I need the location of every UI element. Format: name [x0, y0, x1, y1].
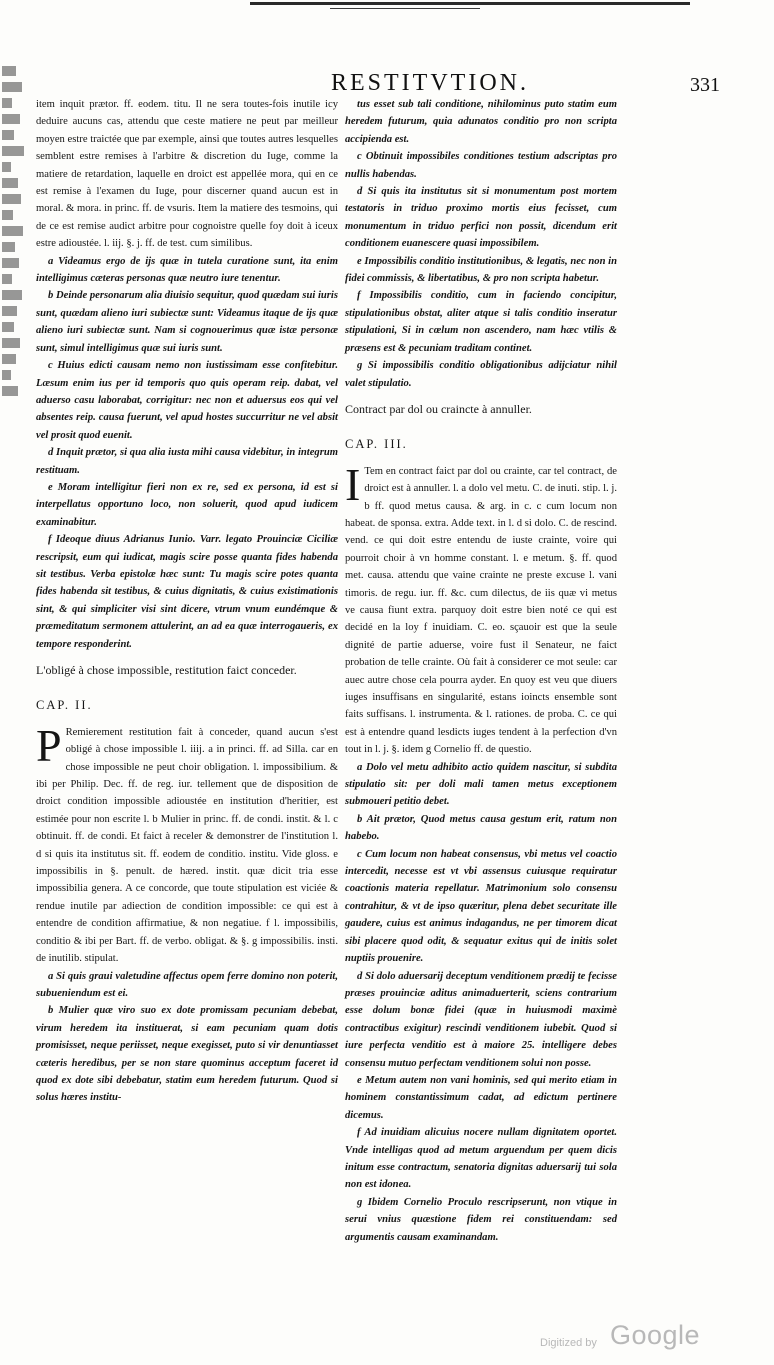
- footnote-paragraph: [345, 96, 617, 148]
- chapter-number: [345, 436, 617, 453]
- paragraph-text: Contract par dol ou craincte à annuller.: [345, 401, 532, 416]
- paragraph-text: Remierement restitution fait à conceder, quand aucun s'est obligé à chose impossible l. iiij. a in princi. ff. ad Silla. car en chose impossible ne peut choir obligation. l. impossibilium. & ibi per Philip. Dec. ff. de reg. iur. tellement que de disposition de droict condition impossible adioustée en institution d'heritier, est estimée pour non escrite l. b Mulier in princ. ff. de condi. instit. & l. c obtinuit. ff. de condi. Et faict à receler & demonstrer de l'institution l. d si quis ita institutus sit. ff. eodem de conditio. institu. Vide gloss. e impossibilis in §. penult. de hæred. instit. quæ dicit tria esse impossibilia genera. A ce concorde, que toute stipulation est viciée & rendue inutile par adiection de condition impossible: ce qui est à entendre de condition affirmatiue, & non negatiue. f l. impossibilis, conditio & ibi per Bart. ff. de verbo. obligat. & §. g impossibilis. insti. de inutilib. stipulat.: [36, 726, 338, 965]
- bleed-through-margin: [0, 60, 26, 780]
- paragraph-text: d Si quis ita institutus sit si monumentum post mortem testatoris in triduo proximo mortis eius fecisset, cum monumentum in triduo perfici non possit, dicendum erit conditionem euanescere quasi impossibilem.: [345, 186, 617, 250]
- paragraph-text: a Dolo vel metu adhibito actio quidem nascitur, si subdita stipulatio sit: per doli mali tamen metus exceptionem submoueri petitio debet.: [345, 761, 617, 808]
- paragraph-text: c Huius edicti causam nemo non iustissimam esse confitebitur. Læsum enim ius per id temporis quo quis operam reip. dabat, vel aduerso casu laborabat, corrigitur: nec non et aduersus eos qui vel absentes reip. causa fuerunt, vel apud hostes succurritur ne vel absit vel prosit quod euenit.: [36, 360, 338, 441]
- paragraph-text: b Deinde personarum alia diuisio sequitur, quod quædam sui iuris sunt, quædam alieno iuri subiectæ sunt: Videamus itaque de ijs quæ alieno iuri subiectæ sunt. Nam si cognouerimus quæ istæ personæ sunt, simul intelligimus quæ sui iuris sunt.: [36, 290, 338, 354]
- paragraph-text: tus esset sub tali conditione, nihilominus puto statim eum heredem futurum, quia adunatos conditio pro non scripta accipienda est.: [345, 99, 617, 145]
- paragraph-text: e Impossibilis conditio institutionibus, & legatis, nec non in fidei commissis, & libertatibus, & pro non scripta habetur.: [345, 255, 617, 285]
- footnote-paragraph: [345, 759, 617, 811]
- left-text-column: [36, 96, 338, 1107]
- footnote-paragraph: [345, 253, 617, 288]
- paragraph-text: e Metum autem non vani hominis, sed qui merito etiam in hominem constantissimum cadat, ad edictum pertinere dicemus.: [345, 1074, 617, 1121]
- paragraph-text: L'obligé à chose impossible, restitution faict conceder.: [36, 663, 297, 677]
- paragraph-text: d Si dolo aduersarij deceptum venditionem prædij te fecisse præses prouinciæ aditus animaduerterit, sciens contrarium esse dolum bonæ fidei (quæ in huiusmodi maximè contractibus exigitur) rescindi venditionem iubebit. Quod si iure perfecta venditio est à maiore 25. intelligere debes consensu mutuo perfectam venditionem solui non posse.: [345, 970, 617, 1069]
- chapter-heading: [345, 401, 617, 418]
- paragraph-text: CAP. III.: [345, 437, 408, 452]
- footnote-paragraph: [345, 968, 617, 1072]
- footnote-paragraph: [345, 1124, 617, 1194]
- footnote-paragraph: [36, 531, 338, 653]
- google-logo: Google: [610, 1320, 701, 1350]
- body-paragraph: [36, 96, 338, 253]
- page-number: 331: [690, 74, 720, 96]
- paragraph-text: f Ad inuidiam alicuius nocere nullam dignitatem oportet. Vnde intelligas quod ad metum arguendum per quem dicis initum esse contractum, senatoria dignitas aduersarij tui sola non est idonea.: [345, 1127, 617, 1191]
- footnote-paragraph: [36, 444, 338, 479]
- paragraph-text: b Ait prætor, Quod metus causa gestum erit, ratum non habebo.: [345, 813, 617, 843]
- footnote-paragraph: [36, 287, 338, 357]
- top-border-rule: [250, 2, 690, 5]
- paragraph-text: f Ideoque diuus Adrianus Iunio. Varr. legato Prouinciæ Ciciliæ rescripsit, eum qui iudicat, magis scire posse quanta fides habenda sit testibus. Verba epistolæ hæc sunt: Tu magis scire potes quanta fides habenda sit testibus, & cuius dignitatis, & cuius existimationis sint, & qui simpliciter visi sint dicere, vtrum vnum eundémque & præmeditatum sermonem attulerint, an ad ea quæ interrogaueris, ex tempore responderint.: [36, 534, 338, 650]
- footnote-paragraph: [36, 968, 338, 1003]
- drop-cap-letter: I: [345, 458, 361, 510]
- top-border-rule-secondary: [330, 8, 480, 9]
- footnote-paragraph: [345, 148, 617, 183]
- paragraph-text: e Moram intelligitur fieri non ex re, sed ex persona, id est si interpellatus opportuno loco, non soluerit, quod apud iudicem examinabitur.: [36, 481, 338, 528]
- footnote-paragraph: [345, 846, 617, 968]
- paragraph-text: a Si quis graui valetudine affectus opem ferre domino non poterit, subueniendum est ei.: [36, 970, 338, 999]
- paragraph-text: c Cum locum non habeat consensus, vbi metus vel coactio intercedit, necesse est vt vbi assensus cuiusque requiratur coactionis materia repellatur. Matrimonium solo consensu contrahitur, & vt de ipso quæritur, plena debet securitate ille gaudere, cuius est animus indagandus, ne per timorem dicat sibi placere quod odit, & sequatur exitus qui de initis solet nuptiis prouenire.: [345, 848, 617, 965]
- paragraph-text: CAP. II.: [36, 698, 93, 713]
- body-paragraph: [345, 458, 617, 759]
- paragraph-text: g Ibidem Cornelio Proculo rescripserunt, non vtique in serui vnius quæstione fidem rei constituendam: sed argumentis causam examinandam.: [345, 1196, 617, 1243]
- chapter-number: [36, 697, 338, 714]
- footnote-paragraph: [345, 1072, 617, 1124]
- paragraph-text: item inquit prætor. ff. eodem. titu. Il ne sera toutes-fois inutile icy deduire aucuns cas, attendu que ceste matiere ne peut par meilleur moyen estre traictée que par exemple, ainsi que toutes autres lesquelles semblent estre remises à l'arbitre & discretion du Iuge, comme la matiere de retardation, laquelle en droict est appellée mora, qui en ce est remise à l'examen du Iuge, pour discerner quand aucun est in moral. & mora. in princ. ff. de vsuris. Item la matiere des tesmoins, qui de ce est remise audict arbitre pour cognoistre quelle foy doit à iceux estre adioustée. l. iij. §. j. ff. de test. cum similibus.: [36, 99, 338, 250]
- footnote-paragraph: [345, 1194, 617, 1246]
- footnote-paragraph: [345, 287, 617, 357]
- right-text-column: [345, 96, 617, 1246]
- paragraph-text: b Mulier quæ viro suo ex dote promissam pecuniam debebat, virum heredem ita instituerat, si eam pecuniam quam dotis promisisset, neque periisset, neque exegisset, puto si vir denuntiasset cæteris heredibus, per se non stare quominus acceptum faceret id quod ex dote sibi debebatur, statim eum heredem futurum. Quod si solus hæres institu-: [36, 1005, 338, 1104]
- paragraph-text: f Impossibilis conditio, cum in faciendo concipitur, stipulationibus obstat, aliter atque si talis conditio inseratur stipulationi, Si in cœlum non ascendero, nam hæc vtilis & præsens est & pecuniam traditam continet.: [345, 290, 617, 354]
- digitized-watermark: [540, 1320, 740, 1356]
- chapter-heading: [36, 662, 338, 679]
- paragraph-text: a Videamus ergo de ijs quæ in tutela curatione sunt, ita enim intelligimus cæteras personas quæ neutro iure tenentur.: [36, 255, 338, 285]
- footnote-paragraph: [345, 183, 617, 253]
- watermark-prefix: Digitized by: [540, 1337, 597, 1349]
- footnote-paragraph: [36, 253, 338, 288]
- drop-cap-letter: P: [36, 719, 62, 771]
- running-head-title: RESTITVTION.: [331, 70, 529, 96]
- footnote-paragraph: [36, 357, 338, 444]
- paragraph-text: Tem en contract faict par dol ou crainte, car tel contract, de droict est à annuller. l. a dolo vel metu. C. de inuti. stip. l. j. b ff. quod metus causa. & arg. in c. c cum locum non habeat. de sponsa. extra. Adde text. in l. d si dolo. C. de rescind. vend. ce qui doit estre entendu de iuste crainte, voire qui pourroit choir à vn homme constant. l. e metum. §. ff. quod met. causa. attendu que vaine crainte ne preste excuse l. vani timoris. de regu. iur. ff. &c. cum dilectus, de iis quæ vi metus ve causa fiunt extra. parquoy doit estre bien noté ce qui est decidé en la loy f inuidiam. C. eo. sçauoir est que la seule dignité de partie aduerse, voire fust il Senateur, ne faict probation de telle crainte. Où fait à considerer ce mot seule: car auec autre chose cela pourra ayder. En quoy est veu que diuers iuges insuffisans en singularité, estans ioincts ensemble sont faits suffisans. l. instrumenta. & l. rationes. de proba. C. ce qui est à entendre quand lesdicts iuges tendent à la perfection d'vn tout in l. j. §. idem g Cornelio ff. de questio.: [345, 465, 617, 756]
- footnote-paragraph: [345, 357, 617, 392]
- footnote-paragraph: [36, 1002, 338, 1106]
- paragraph-text: g Si impossibilis conditio obligationibus adijciatur nihil valet stipulatio.: [345, 360, 617, 389]
- body-paragraph: [36, 719, 338, 968]
- footnote-paragraph: [36, 479, 338, 531]
- paragraph-text: d Inquit prætor, si qua alia iusta mihi causa videbitur, in integrum restituam.: [36, 447, 338, 476]
- paragraph-text: c Obtinuit impossibiles conditiones testium adscriptas pro nullis habendas.: [345, 151, 617, 180]
- footnote-paragraph: [345, 811, 617, 846]
